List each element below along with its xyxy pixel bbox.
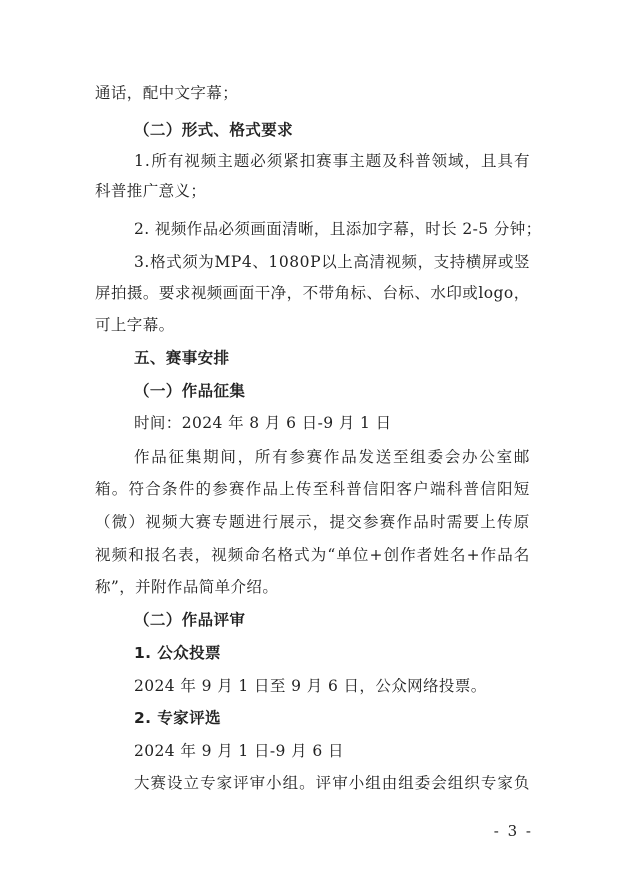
body-text-line: 科普推广意义； [95, 182, 207, 200]
body-text-line: 3 . 格 式 须 为 M P 4 、 1 0 8 0 P 以 上 高 清 视 频 ， 支 持 横 屏 或 竖 [134, 253, 530, 271]
body-text-line: （ 微 ） 视 频 大 赛 专 题 进 行 展 示 ， 提 交 参 赛 作 品 时 需 要 上 传 原 [95, 513, 530, 531]
item-heading-public-vote: 1. 公众投票 [134, 644, 221, 662]
body-text-line: 可上字幕。 [95, 316, 175, 334]
body-text-line: 称”，并附作品简单介绍。 [95, 578, 279, 596]
item-heading-expert-review: 2. 专家评选 [134, 709, 221, 727]
section-heading-schedule: 五、赛事安排 [134, 349, 230, 367]
body-text-line: 通话，配中文字幕； [95, 84, 239, 102]
body-text-line: 2024 年 9 月 1 日-9 月 6 日 [134, 742, 344, 760]
subsection-heading-collection: （一）作品征集 [134, 382, 246, 400]
body-text-line: 屏 拍 摄 。 要 求 视 频 画 面 干 净 ， 不 带 角 标 、 台 标 、 水 印 或 l o g o ， [95, 284, 530, 302]
body-text-line: 视 频 和 报 名 表 ， 视 频 命 名 格 式 为 “ 单 位 + 创 作 者 姓 名 + 作 品 名 [95, 546, 530, 564]
body-text-line: 2024 年 9 月 1 日至 9 月 6 日，公众网络投票。 [134, 677, 487, 695]
page-number: - 3 - [493, 822, 533, 840]
subsection-heading-review: （二）作品评审 [134, 611, 246, 629]
section-heading-format: （二）形式、格式要求 [134, 121, 294, 139]
body-text-line: 作 品 征 集 期 间 ， 所 有 参 赛 作 品 发 送 至 组 委 会 办 公 室 邮 [134, 448, 530, 466]
body-text-line: 大 赛 设 立 专 家 评 审 小 组 。 评 审 小 组 由 组 委 会 组 织 专 家 负 [134, 774, 530, 792]
body-text-line: 2. 视频作品必须画面清晰，且添加字幕，时长 2-5 分钟； [134, 220, 542, 238]
body-text-line: 时间：2024 年 8 月 6 日-9 月 1 日 [134, 414, 392, 432]
body-text-line: 箱 。 符 合 条 件 的 参 赛 作 品 上 传 至 科 普 信 阳 客 户 端 科 普 信 阳 短 [95, 480, 530, 498]
body-text-line: 1 . 所 有 视 频 主 题 必 须 紧 扣 赛 事 主 题 及 科 普 领 域 ， 且 具 有 [134, 152, 530, 170]
